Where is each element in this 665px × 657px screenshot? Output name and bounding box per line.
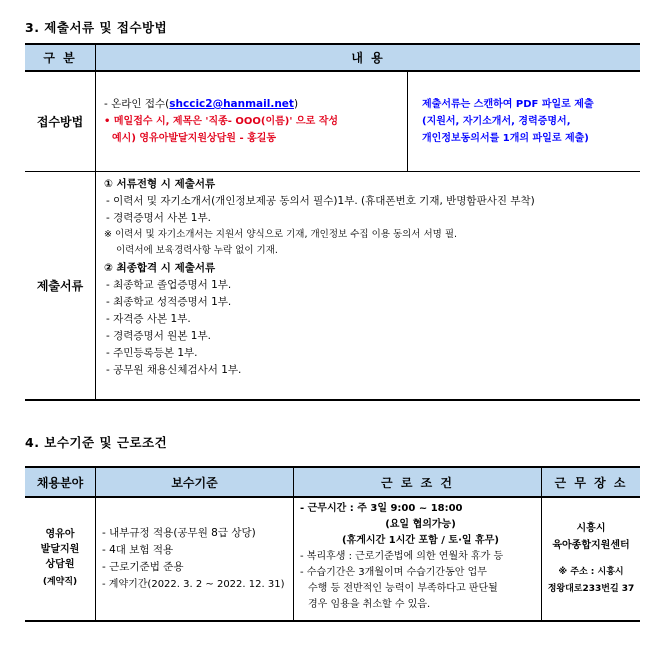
conditions-cell: - 근무시간 : 주 3일 9:00 ~ 18:00 (요일 협의가능) (휴게시간 1시간 포함 / 토·일 휴무) - 복리후생 : 근로기준법에 의한 연월차 휴가 등 - 수습기간은 3개월이며 수습기간동안 업무 수행 등 전반적인 능력이 부족하다고 판단될 경우 임용을 취소할 수 있음. [294, 497, 542, 621]
documents-content [96, 171, 641, 400]
online-application-line: - 온라인 접수(shccic2@hanmail.net) [104, 97, 299, 110]
row-documents [25, 171, 640, 400]
group1-item: - 경력증명서 사본 1부. [106, 211, 211, 224]
group1-note: ※ 이력서 및 자기소개서는 지원서 양식으로 기재, 개인정보 수집 이용 동의서 서명 필. [104, 228, 458, 240]
row-method [25, 71, 640, 171]
pay-item: - 근로기준법 준용 [102, 561, 184, 573]
label-documents: 제출서류 [36, 278, 84, 293]
header-location: 근 무 장 소 [542, 467, 641, 497]
group2-item: - 경력증명서 원본 1부. [106, 329, 211, 342]
section3-title: 3. 제출서류 및 접수방법 [25, 20, 168, 35]
contract-note: (계약직) [42, 576, 78, 587]
group2-item: - 최종학교 졸업증명서 1부. [106, 278, 232, 291]
conditions-row [25, 497, 640, 621]
group1-note: 이력서에 보육경력사항 누락 없이 기재. [116, 244, 278, 256]
method-content [96, 71, 408, 171]
pay-item: - 계약기간(2022. 3. 2 ~ 2022. 12. 31) [102, 579, 285, 590]
header-conditions: 근 로 조 건 [294, 467, 542, 497]
header-content: 내 용 [96, 44, 641, 71]
conditions-table [25, 466, 640, 622]
submission-table [25, 43, 640, 401]
email-link[interactable]: shccic2@hanmail.net [169, 97, 294, 110]
header-field: 채용분야 [25, 467, 96, 497]
submission-table-header [25, 44, 640, 71]
group2-item: - 최종학교 성적증명서 1부. [106, 295, 232, 308]
group2-item: - 주민등록등본 1부. [106, 346, 198, 359]
group2-item: - 공무원 채용신체검사서 1부. [106, 363, 242, 376]
pay-item: - 내부규정 적용(공무원 8급 상당) [102, 527, 256, 539]
label-method: 접수방법 [36, 114, 84, 129]
field-cell: 영유아 발달지원 상담원 (계약직) [25, 497, 96, 621]
header-pay: 보수기준 [96, 467, 294, 497]
example-line: 예시) 영유아발달지원상담원 - 홍길동 [112, 132, 277, 144]
section4-title: 4. 보수기준 및 근로조건 [25, 435, 168, 450]
group2-item: - 자격증 사본 1부. [106, 312, 191, 325]
pdf-note: 제출서류는 스캔하여 PDF 파일로 제출 (지원서, 자기소개서, 경력증명서, 개인정보동의서를 1개의 파일로 제출) [408, 71, 641, 171]
conditions-table-header [25, 467, 640, 497]
mail-subject-line: • 메일접수 시, 제목은 '직종- OOO(이름)' 으로 작성 [104, 115, 339, 127]
group1-item: - 이력서 및 자기소개서(개인정보제공 동의서 필수)1부. (휴대폰번호 기재, 반명함판사진 부착) [106, 194, 535, 207]
header-category: 구 분 [25, 44, 96, 71]
pay-item: - 4대 보험 적용 [102, 544, 174, 556]
pay-cell [96, 497, 294, 621]
group2-title: ② 최종합격 시 제출서류 [104, 261, 216, 274]
group1-title: ① 서류전형 시 제출서류 [104, 177, 216, 190]
location-cell: 시흥시 육아종합지원센터 ※ 주소 : 시흥시 정왕대로233번길 37 [542, 497, 641, 621]
